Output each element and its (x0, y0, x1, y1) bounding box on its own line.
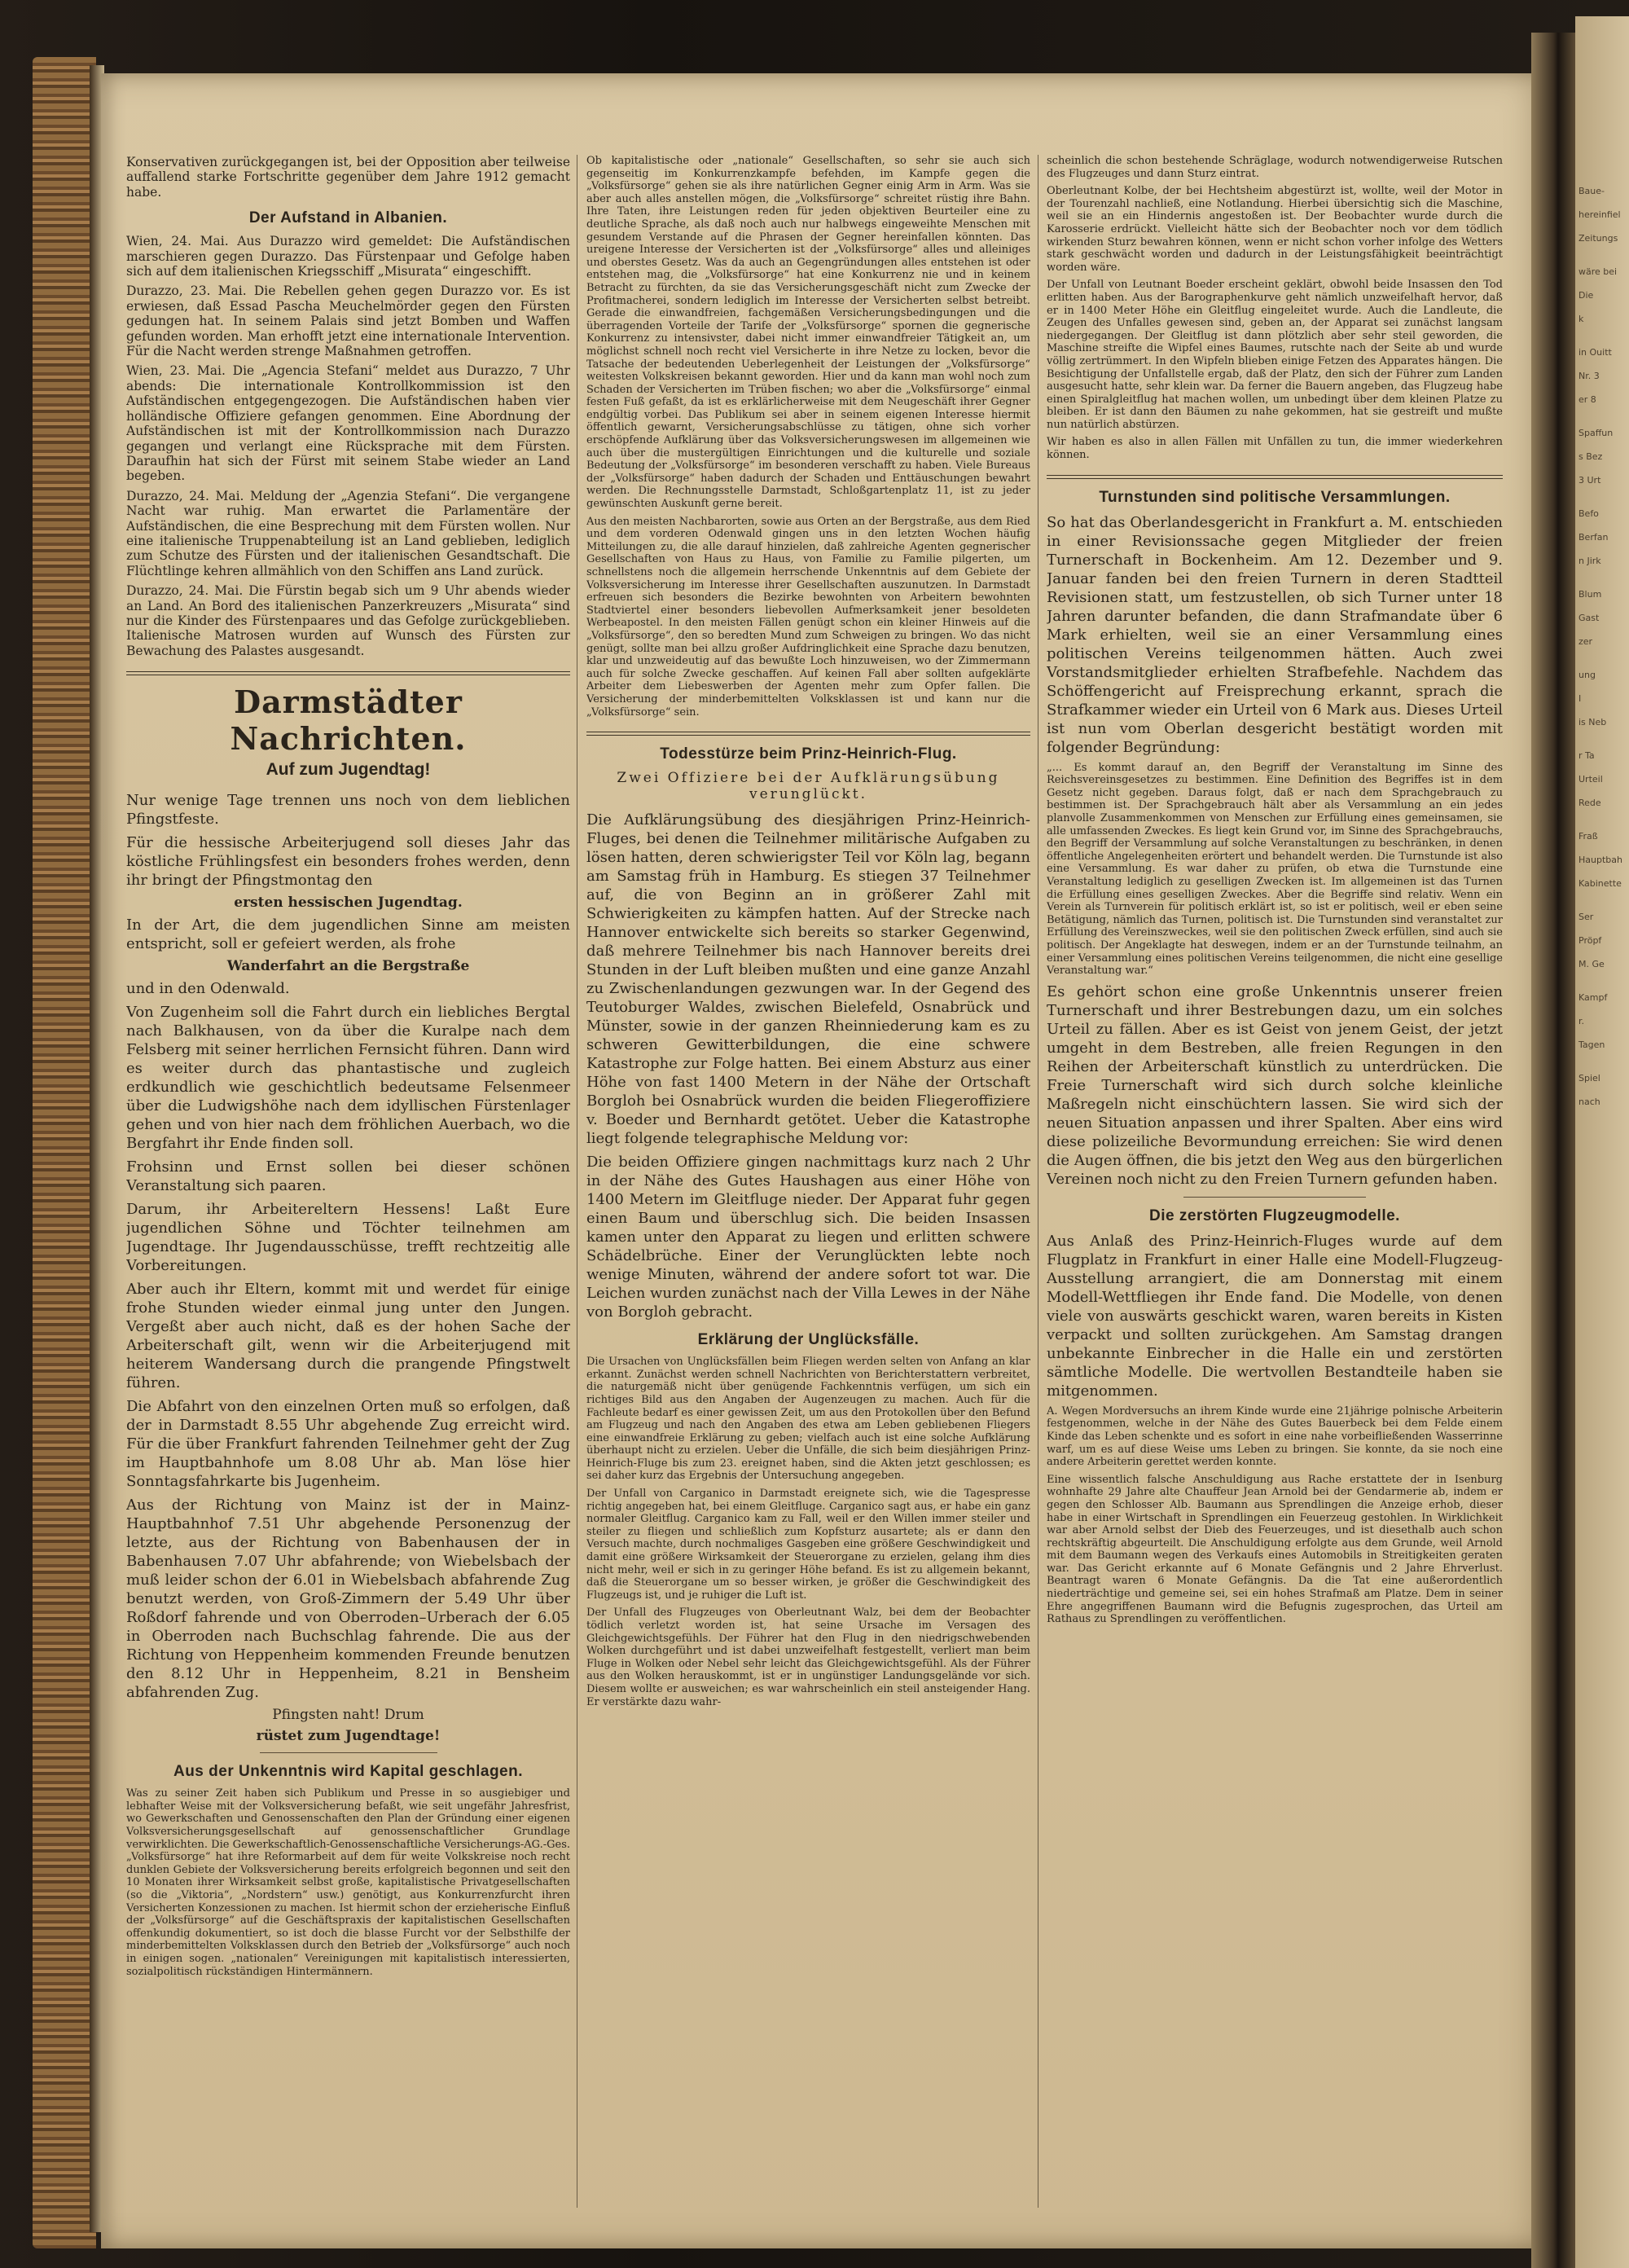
right-page-fragment: Rede (1579, 798, 1601, 808)
right-page-fragments (1575, 163, 1626, 1109)
albania-headline: Der Aufstand in Albanien. (248, 209, 448, 227)
erklaerung-headline: Erklärung der Unglücksfälle. (697, 1331, 920, 1349)
right-page-fragment: Hauptbah (1579, 855, 1622, 865)
turnstunden-headline: Turnstunden sind politische Versammlungen. (1099, 488, 1451, 506)
flug-paragraph: Die Aufklärungsübung des diesjährigen Prinz-Heinrich-Fluges, bei denen die Teilnehmer militärische Aufgaben zu lösen hatten, deren schwierigster Teil vor Köln lag, begann am Samstag früh in Hamburg. Es stiegen 37 Teilnehmer auf, die von Beginn an in größerer Zahl mit Schwierigkeiten zu kämpfen hatten. Auf der Strecke nach Hannover entwickelte sich bereits so starker Gegenwind, daß mehrere Teilnehmer bis nach Hannover bereits drei Stunden in der Luft bleiben mußten und eine ganze Anzahl zu Zwischenlandungen gezwungen war. In der Gegend des Teutoburger Waldes, zwischen Bielefeld, Osnabrück und Münster, sowie in der ganzen Rheinniederung kam es zu schweren Gewitterbildungen, die eine schwere Katastrophe zur Folge hatten. Bei einem Absturz aus einer Höhe von fast 1400 Metern in der Nähe der Ortschaft Borgloh bei Osnabrück wurden die beiden Fliegeroffiziere v. Boeder und Bernhardt getötet. Ueber die Katastrophe liegt folgende telegraphische Meldung vor: (586, 811, 1030, 1148)
erklaerung-continued: Wir haben es also in allen Fällen mit Unfällen zu tun, die immer wiederkehren können. (1047, 436, 1503, 462)
right-page-fragment: I (1579, 693, 1582, 704)
jugendtag-paragraph: Nur wenige Tage trennen uns noch von dem lieblichen Pfingstfeste. (126, 792, 570, 829)
column-2 (586, 155, 1030, 2224)
volksfuersorge-paragraph: Ob kapitalistische oder „nationale“ Gesellschaften, so sehr sie auch sich gegenseitig im Konkurrenzkampfe befehden, im Kampfe gegen die „Volksfürsorge“ gehen sie als ihre natürlichen Gegner einig Arm in Arm. Was sie aber auch alles anstellen mögen, die „Volksfürsorge“ schreitet rüstig ihre Bahn. Ihre Taten, ihre Leistungen reden für jeden objektiven Beurteiler eine zu deutliche Sprache, als daß noch auch nur halbwegs eingeweihte Menschen mit gesundem Verstande auf die Phrasen der Gegner hereinfallen könnten. Das ureigene Interesse der Versicherten ist der „Volksfürsorge“ alles und alleiniges und oberstes Gesetz. Was da auch an Gegengründungen alles entstehen ist oder entstehen mag, die „Volksfürsorge“ hat eine Konkurrenz nie und in keinem Betracht zu fürchten, da sie das Versicherungsgeschäft nicht zum Zwecke der Profitmacherei, sondern lediglich im Interesse der Versicherten selbst betreibt. Gerade die einwandfreien, fachgemäßen Versicherungsbedingungen und die überragenden Vorteile der Tarife der „Volksfürsorge“ spornen die gegnerische Konkurrenz zu intensivster, dabei nicht immer einwandfreier Tätigkeit an, um möglichst schnell noch recht viel Versicherte in ihre Netze zu locken, bevor die Tatsache der bedeutenden Ueberlegenheit der Leistungen der „Volksfürsorge“ weitesten Volkskreisen bekannt geworden. Hier und da kann man wohl noch zum Schaden der Versicherten im Trüben fischen; wo aber die „Volksfürsorge“ einmal festen Fuß gefaßt, da ist es erklärlicherweise mit dem Neugeschäft ihrer Gegner endgültig vorbei. Das Publikum sei aber in seinem eigenen Interesse hiermit öffentlich gewarnt, Versicherungsabschlüsse zu tätigen, ohne sich vorher erschöpfende Aufklärung über das Volksversicherungswesen im allgemeinen wie auch über die mustergültigen Einrichtungen und die kulturelle und soziale Bedeutung der „Volksfürsorge“ im besonderen verschafft zu haben. Viele Bureaus der „Volksfürsorge“ haben dadurch der Schaden und Enttäuschungen bewahrt werden. Die Rechnungsstelle Darmstadt, Schloßgartenplatz 11, ist zu jeder gewünschten Auskunft gerne bereit. (586, 155, 1030, 511)
flugzeugmodelle-paragraph: Aus Anlaß des Prinz-Heinrich-Fluges wurde auf dem Flugplatz in Frankfurt in einer Halle eine Modell-Flugzeug-Ausstellung arrangiert, die am Donnerstag mit einem Modell-Wettfliegen ihr Ende fand. Die Modelle, von denen viele von auswärts geschickt waren, waren bereits in Kisten verpackt und sollten zurückgehen. Am Samstag drangen unbekannte Einbrecher in die Halle ein und zerstörten sämtliche Modelle. Die wertvollen Bestandteile haben sie mitgenommen. (1047, 1232, 1503, 1400)
section-divider (1183, 1197, 1366, 1198)
albania-paragraph: Durazzo, 24. Mai. Die Fürstin begab sich um 9 Uhr abends wieder an Land. An Bord des italienischen Panzerkreuzers „Misurata“ sind nur die Kinder des Fürstenpaares und das Gefolge zurückgeblieben. Italienische Matrosen wurden auf Wunsch des Fürsten zur Bewachung des Palastes ausgesandt. (126, 583, 570, 658)
right-page-fragment: Ser (1579, 912, 1594, 922)
volksfuersorge-paragraph: Aus den meisten Nachbarorten, sowie aus Orten an der Bergstraße, aus dem Ried und dem vorderen Odenwald gingen uns in den letzten Wochen häufig Mitteilungen zu, die alle darauf hinzielen, daß zahlreiche Agenten gegnerischer Gesellschaften von Haus zu Haus, von Familie zu Familie pilgerten, um schnellstens noch die allgemein herrschende Unkenntnis auf dem Gebiete der Volksversicherung im Interesse ihrer Gesellschaften auszunutzen. In Darmstadt erfreuen sich besonders die Bezirke bewohnten von Arbeitern bewohnten Stadtviertel einer besonders liebevollen Aufmerksamkeit jener besoldeten Werbeapostel. In den meisten Fällen genügt schon ein kleiner Hinweis auf die „Volksfürsorge“, den so beredten Mund zum Schweigen zu bringen. Wo das nicht genügt, sollte man bei allzu großer Aufdringlichkeit eine Sprache dazu benutzen, klar und unzweideutig auf das bewußte Loch hinzuweisen, wo der Zimmermann auch für solche Zwecke geschaffen. Auf keinen Fall aber sollten aufgeklärte Arbeiter dem Liebeswerben der Agenten mehr zum Opfer fallen. Die Versicherung der minderbemittelten Volksklassen ist und kann nur die „Volksfürsorge“ sein. (586, 515, 1030, 719)
right-page-fragment: s Bez (1579, 451, 1603, 462)
right-page-fragment: k (1579, 314, 1584, 324)
right-page-fragment: wäre bei (1579, 266, 1618, 277)
erklaerung-paragraph: Der Unfall von Carganico in Darmstadt ereignete sich, wie die Tagespresse richtig angegeben hat, bei einem Gleitfluge. Carganico sagt aus, er habe ein ganz normaler Gleitflug. Carganico kam zu Fall, weil er den Willen immer steiler und steiler zu fliegen und schließlich zum Kopfsturz ausartete; als er dann den Versuch machte, durch nochmaliges Gasgeben eine größere Geschwindigkeit und damit eine größere Wirksamkeit der Steuerorgane zu erzielen, gelang ihm dies nicht mehr, weil er sich in zu geringer Höhe befand. Es ist zu allgemein bekannt, daß die Steuerorgane um so besser wirken, je größer die Geschwindigkeit des Flugzeugs ist, und je ruhiger die Luft ist. (586, 1488, 1030, 1602)
local-news-paragraph: Eine wissentlich falsche Anschuldigung aus Rache erstattete der in Isenburg wohnhafte 29 Jahre alte Chauffeur Jean Arnold bei der Gendarmerie ab, indem er gegen den Schlosser Alb. Baumann aus Sprendlingen die Anzeige erhob, dieser habe in einer Wirtschaft in Sprendlingen ein Feuerzeug gestohlen. In Wirklichkeit war aber Arnold selbst der Dieb des Feuerzeuges, und ist diesethalb auch schon rechtskräftig abgeurteilt. Die Anschuldigung erfolgte aus dem Grunde, weil Arnold mit dem Baumann wegen des Verkaufs eines Automobils in Streitigkeiten geraten war. Das Gericht erkannte auf 6 Monate Gefängnis und 2 Jahre Ehrverlust. Beantragt waren 6 Monate Gefängnis. Da die Tat eine außerordentlich niederträchtige und gemeine sei, sei ein hohes Strafmaß am Platze. Dem in seiner Ehre angegriffenen Baumann wird die Befugnis zugesprochen, das Urteil am Rathaus zu Sprendlingen zu veröffentlichen. (1047, 1473, 1503, 1626)
erklaerung-paragraph: Der Unfall des Flugzeuges von Oberleutnant Walz, bei dem der Beobachter tödlich verletzt worden ist, hat seine Ursache im Versagen des Gleichgewichtsgefühls. Der Führer hat den Flug in den niedrigschwebenden Wolken durchgeführt und ist dabei unzweifelhaft festgestellt, verliert man beim Fluge in Wolken oder Nebel sehr leicht das Gleichgewichtsgefühl. Als der Führer aus den Wolken herauskommt, ist er in ungünstiger Landungsgelände vor sich. Diesem wollte er ausweichen; es war wahrscheinlich ein steil ansteigender Hang. Er verstärkte dazu wahr- (586, 1606, 1030, 1708)
jugendtag-paragraph: und in den Odenwald. (126, 980, 290, 998)
jugendtag-emphasis: Wanderfahrt an die Bergstraße (226, 958, 470, 975)
erklaerung-continued: Oberleutnant Kolbe, der bei Hechtsheim abgestürzt ist, wollte, weil der Motor in der Tourenzahl nachließ, eine Notlandung. Hierbei übersichtig sich die Maschine, weil sie an ein Hindernis angestoßen ist. Der Beobachter wurde durch die Karosserie erdrückt. Vielleicht hätte sich der Beobachter noch vor dem tödlich wirkenden Sturz bewahren können, wenn er nicht schon vorher infolge des Wetters stark geschwächt worden und dadurch in der Leistungsfähigkeit beeinträchtigt worden wäre. (1047, 185, 1503, 274)
jugendtag-closing: Pfingsten naht! Drum (272, 1707, 424, 1724)
right-page-fragment: M. Ge (1579, 959, 1605, 969)
jugendtag-paragraph: Darum, ihr Arbeitereltern Hessens! Laßt Eure jugendlichen Söhne und Töchter teilnehmen am Jugendtage. Ihr Jugendausschüsse, trefft rechtzeitig alle Vorbereitungen. (126, 1201, 570, 1275)
right-page-fragment: in Ouitt (1579, 347, 1612, 358)
column-3 (1047, 155, 1503, 2224)
intro-paragraph: Konservativen zurückgegangen ist, bei der Opposition aber teilweise auffallend starke Fortschritte gegenüber dem Jahre 1912 gemacht habe. (126, 155, 570, 200)
right-page-fragment: nach (1579, 1097, 1600, 1107)
albania-paragraph: Durazzo, 24. Mai. Meldung der „Agenzia Stefani“. Die vergangene Nacht war ruhig. Man erwartet die Parlamentäre der Aufständischen, die eine Besprechung mit dem Fürsten wollen. Nur eine italienische Truppenabteilung ist an Land geblieben, lediglich zum Schutze des Fürsten und der italienischen Gesandtschaft. Die Flüchtlinge kehren allmählich von den Schiffen ans Land zurück. (126, 488, 570, 578)
flugzeugmodelle-headline: Die zerstörten Flugzeugmodelle. (1149, 1207, 1400, 1224)
right-page-fragment: Berfan (1579, 532, 1609, 543)
jugendtag-headline: Auf zum Jugendtag! (266, 760, 431, 780)
erklaerung-paragraph: Die Ursachen von Unglücksfällen beim Fliegen werden selten von Anfang an klar erkannt. Zunächst werden schnell Nachrichten von Berichterstattern verbreitet, die naturgemäß nicht über genügende Fachkenntnis verfügen, um sich ein richtiges Bild aus den Angaben der Augenzeugen zu machen. Auch für die Fachleute bedarf es einer gewissen Zeit, um aus den Protokollen über den Befund am Flugzeug und nach den Angaben des etwa am Leben gebliebenen Fliegers eine einwandfreie Erklärung zu geben; vielfach auch ist eine solche Aufklärung überhaupt nicht zu erzielen. Ueber die Unfälle, die sich beim diesjährigen Prinz-Heinrich-Fluge bis zum 23. ereignet haben, sind die Akten jetzt geschlossen; es sei daher kurz das Ergebnis der Untersuchung angegeben. (586, 1356, 1030, 1483)
section-divider (586, 732, 1030, 736)
prinz-heinrich-flug-subheadline: Zwei Offiziere bei der Aufklärungsübung verunglückt. (617, 770, 1000, 803)
right-page-fragment: n Jirk (1579, 556, 1601, 566)
section-divider (260, 1752, 437, 1753)
unkenntnis-paragraph: Was zu seiner Zeit haben sich Publikum und Presse in so ausgiebiger und lebhafter Weise mit der Volksversicherung befaßt, wie seit ungefähr Jahresfrist, wo Gewerkschaften und Genossenschaften den Plan der Gründung einer eigenen Volksversicherungsgesellschaft auf genossenschaftlicher Grundlage verwirklichten. Die Gewerkschaftlich-Genossenschaftliche Versicherungs-AG.-Ges. „Volksfürsorge“ hat ihre Reformarbeit auf dem für weite Volkskreise noch recht dunklen Gebiete der Volksversicherung bereits erfolgreich begonnen und seit den 10 Monaten ihrer Wirksamkeit selbst große, kapitalistische Privatgesellschaften (so die „Viktoria“, „Nordstern“ usw.) genötigt, aus Konkurrenzfurcht ihren Versicherten Konzessionen zu machen. Ist hiermit schon der erzieherische Einfluß der „Volksfürsorge“ auf die Geschäftspraxis der kapitalistischen Gesellschaften offenkundig dokumentiert, so ist doch die blasse Furcht vor der Selbsthilfe der minderbemittelten Volksklassen durch den Betrieb der „Volksfürsorge“ auch noch in einigen sogen. „nationalen“ Vereinigungen mit kapitalistisch interessierten, sozialpolitisch rückständigen Hintermännern. (126, 1787, 570, 1978)
darmstaedter-nachrichten-masthead: Darmstädter Nachrichten. (230, 683, 467, 758)
right-page-fragment: zer (1579, 636, 1593, 647)
albania-paragraph: Durazzo, 23. Mai. Die Rebellen gehen gegen Durazzo vor. Es ist erwiesen, daß Essad Pascha Meuchelmörder gegen den Fürsten gedungen hat. In seinem Palais sind jetzt Bomben und Waffen gefunden worden. Man erhofft jetzt eine internationale Intervention. Für die Nacht werden strenge Maßnahmen getroffen. (126, 284, 570, 359)
right-page-fragment: Kabinette (1579, 878, 1622, 889)
right-page-fragment: Kampf (1579, 992, 1608, 1003)
right-page-fragment: Baue- (1579, 186, 1605, 196)
book-spine (33, 57, 96, 2248)
newspaper-text-area (126, 155, 1519, 2224)
local-news-paragraph: A. Wegen Mordversuchs an ihrem Kinde wurde eine 21jährige polnische Arbeiterin festgenommen, welche in der Nähe des Gutes Bauerbeck bei dem Felde einem Kinde das Leben schenkte und es sofort in eine nahe vorbeifließenden Wasserrinne warf, um es auf diese Weise ums Leben zu bringen. Sie konnte, da sie noch eine andere Arbeiterin gerettet werden konnte. (1047, 1404, 1503, 1469)
jugendtag-paragraph: Frohsinn und Ernst sollen bei dieser schönen Veranstaltung sich paaren. (126, 1158, 570, 1195)
right-page-fragment: Pröpf (1579, 935, 1602, 946)
flug-paragraph: Die beiden Offiziere gingen nachmittags kurz nach 2 Uhr in der Nähe des Gutes Haushagen aus einer Höhe von 1400 Metern im Gleitfluge nieder. Der Apparat fuhr gegen einen Baum und überschlug sich. Die beiden Insassen kamen unter den Apparat zu liegen und erlitten schwere Schädelbrüche. Einer der Verunglückten lebte noch wenige Minuten, während der andere sofort tot war. Die Leichen wurden zunächst nach der Villa Lewes in der Nähe von Borgloh gebracht. (586, 1154, 1030, 1321)
jugendtag-emphasis: ersten hessischen Jugendtag. (234, 894, 463, 912)
jugendtag-paragraph: Aber auch ihr Eltern, kommt mit und werdet für einige frohe Stunden wieder einmal jung unter den Jungen. Vergeßt aber auch nicht, daß es der hohen Sache der Arbeiterschaft gilt, wenn wir die Arbeiterjugend mit heiterem Wandersang durch die prangende Pfingstwelt führen. (126, 1281, 570, 1392)
albania-paragraph: Wien, 24. Mai. Aus Durazzo wird gemeldet: Die Aufständischen marschieren gegen Durazzo. Das Fürstenpaar und Gefolge haben sich auf dem italienischen Kriegsschiff „Misurata“ eingeschifft. (126, 234, 570, 279)
right-page-fragment: ung (1579, 670, 1596, 680)
right-page-fragment: 3 Urt (1579, 475, 1601, 486)
right-page-fragment: Tagen (1579, 1040, 1605, 1050)
right-page-fragment: is Neb (1579, 717, 1607, 727)
right-page-fragment: Zeitungs (1579, 233, 1618, 244)
right-page-fragment: er 8 (1579, 394, 1596, 405)
right-page-fragment: Urteil (1579, 774, 1603, 785)
right-page-fragment: Spaffun (1579, 428, 1614, 438)
unkenntnis-headline: Aus der Unkenntnis wird Kapital geschlagen. (173, 1763, 524, 1781)
albania-paragraph: Wien, 23. Mai. Die „Agencia Stefani“ meldet aus Durazzo, 7 Uhr abends: Die internationale Kontrollkommission ist den Aufständischen entgegengezogen. Die Aufständischen haben vier holländische Offiziere gefangen genommen. Eine Abordnung der Aufständischen ist mit der Kontrollkommission nach Durazzo gegangen und verlangt eine Rücksprache mit dem Fürsten. Daraufhin hat sich der Fürst mit seinem Stabe wieder an Land begeben. (126, 363, 570, 484)
right-page-fragment: r. (1579, 1016, 1585, 1026)
jugendtag-paragraph: Für die hessische Arbeiterjugend soll dieses Jahr das köstliche Frühlingsfest ein besonders frohes werden, denn ihr bringt der Pfingstmontag den (126, 834, 570, 890)
right-page-fragment: Blum (1579, 589, 1602, 600)
column-1 (126, 155, 570, 2224)
prinz-heinrich-flug-headline: Todesstürze beim Prinz-Heinrich-Flug. (660, 745, 957, 763)
turnstunden-paragraph: So hat das Oberlandesgericht in Frankfurt a. M. entschieden in einer Revisionssache gegen Mitglieder der freien Turnerschaft in Bockenheim. Am 12. Dezember und 9. Januar fanden bei den freien Turnern in deren Stadtteil Revisionen statt, um festzustellen, ob sich Turner unter 18 Jahren darunter befanden, die dann Strafmandate über 6 Mark erhielten, weil sie an einer Versammlung eines politischen Vereins teilgenommen hätten. Auch zwei Vorstandsmitglieder erhielten Strafbefehle. Nachdem das Schöffengericht auf Freisprechung erkannt, sprach die Strafkammer wieder ein Urteil von 6 Mark aus. Dieses Urteil ist nun vom Oberlan desgericht bestätigt worden mit folgender Begründung: (1047, 513, 1503, 756)
right-page-fragment: Die (1579, 290, 1594, 301)
jugendtag-slogan: rüstet zum Jugendtage! (256, 1728, 441, 1745)
right-page-fragment: Gast (1579, 613, 1600, 623)
jugendtag-paragraph: Von Zugenheim soll die Fahrt durch ein liebliches Bergtal nach Balkhausen, von da über die Kuralpe nach dem Felsberg mit seiner herrlichen Fernsicht führen. Dann wird es weiter durch das phantastische und zugleich erdkundlich wie geschichtlich bedeutsame Felsenmeer über die Ludwigshöhe nach dem idyllischen Fürstenlager gehen und von hier nach dem fröhlichen Auerbach, wo die Bergfahrt ihr Ende finden soll. (126, 1004, 570, 1153)
turnstunden-paragraph: Es gehört schon eine große Unkenntnis unserer freien Turnerschaft und ihrer Bestrebungen dazu, um ein solches Urteil zu fällen. Aber es ist Geist von jenem Geist, der jetzt umgeht in dem Bestreben, alle freien Regungen in den Reihen der Arbeiterschaft künstlich zu unterdrücken. Die Freie Turnerschaft wird sich durch solche kleinliche Maßregeln nicht einschüchtern lassen. Sie wird sich der neuen Situation anpassen und ihrer Spalten. Aber eins wird diese polizeiliche Bevormundung erreichen: Sie wird denen die Augen öffnen, die bis jetzt den Weg aus den bürgerlichen Vereinen noch nicht zu den Freien Turnern gefunden haben. (1047, 982, 1503, 1188)
right-page-fragment: r Ta (1579, 750, 1595, 761)
right-page-fragment: Fraß (1579, 831, 1598, 842)
right-page-fragment: Spiel (1579, 1073, 1600, 1083)
right-page-fragment: Nr. 3 (1579, 371, 1600, 381)
section-divider (126, 671, 570, 675)
jugendtag-paragraph: In der Art, die dem jugendlichen Sinne am meisten entspricht, soll er gefeiert werden, als frohe (126, 916, 570, 953)
newspaper-page-right-edge (1575, 16, 1629, 2268)
right-page-fragment: hereinfiel (1579, 209, 1621, 220)
book-gutter (1531, 33, 1580, 2268)
section-divider (1047, 475, 1503, 479)
jugendtag-paragraph: Aus der Richtung von Mainz ist der in Mainz-Hauptbahnhof 7.51 Uhr abgehende Personenzug der letzte, aus der Richtung von Babenhausen der in Babenhausen 7.07 Uhr abfahrende; von Wiebelsbach der muß leider schon der 6.01 in Wiebelsbach abfahrende Zug benutzt werden, von Groß-Zimmern der 5.49 Uhr über Roßdorf fahrende und von Oberroden–Urberach der 6.05 in Oberroden nach Buchschlag fahrende. Die aus der Richtung von Heppenheim kommenden Freunde benutzen den 8.12 Uhr in Heppenheim, 8.21 in Bensheim abfahrenden Zug. (126, 1497, 570, 1702)
erklaerung-continued: scheinlich die schon bestehende Schräglage, wodurch notwendigerweise Rutschen des Flugzeuges und dann Sturz eintrat. (1047, 155, 1503, 180)
turnstunden-quote: „... Es kommt darauf an, den Begriff der Veranstaltung im Sinne des Reichsvereinsgesetzes zu bestimmen. Eine Definition des Begriffes ist in dem Gesetz nicht gegeben. Daraus folgt, daß er nach dem Sprachgebrauch zu bestimmen ist. Der Sprachgebrauch hält aber als Versammlung an ein jedes planvolle Zusammenkommen von Menschen zur Erfüllung eines gemeinsamen, sie alle umfassenden Zweckes. Es liegt kein Grund vor, im Sinne des Sprachgebrauchs, den Begriff der Versammlung auf solche Veranstaltungen zu beschränken, in denen öffentliche Angelegenheiten erörtert und behandelt werden. Die Turnstunde ist also eine Versammlung. Es war daher zu prüfen, ob etwa die Turnstunde eine Veranstaltung lediglich zu geselligen Zwecken ist. Im allgemeinen ist das Turnen die Erfüllung eines geselligen Zweckes. Aber die Begriffe sind relativ. Wenn ein Verein als Turnverein für politisch erklärt ist, so ist er politisch, weil er eben seine Betätigung, nämlich das Turnen, politisch ist. Die Turnstunden sind veranstaltet zur Erfüllung des Vereinszweckes, weil sie den politischen Zweck erfüllen, sind auch sie politisch. Der Angeklagte hat deswegen, indem er an der Turnstunde teilnahm, an einer Versammlung eines politischen Vereins teilgenommen, die nicht eine gesellige Veranstaltung war.“ (1047, 761, 1503, 978)
jugendtag-paragraph: Die Abfahrt von den einzelnen Orten muß so erfolgen, daß der in Darmstadt 8.55 Uhr abgehende Zug erreicht wird. Für die über Frankfurt fahrenden Teilnehmer geht der Zug im Hauptbahnhofe um 8.08 Uhr ab. Man löse hier Sonntagsfahrkarte bis Jugenheim. (126, 1398, 570, 1491)
right-page-fragment: Befo (1579, 508, 1599, 519)
erklaerung-continued: Der Unfall von Leutnant Boeder erscheint geklärt, obwohl beide Insassen den Tod erlitten haben. Aus der Barographenkurve geht nämlich unzweifelhaft hervor, daß er in 1400 Meter Höhe ein Gleitflug eingeleitet wurde. Auch die Landleute, die Zeugen des Unfalles gewesen sind, geben an, der Apparat sei zunächst langsam niedergegangen. Der Gleitflug ist dann plötzlich aber sehr steil geworden, die Maschine streifte die Wipfel eines Baumes, rutschte nach der Seite ab und wurde völlig zertrümmert. In den Wipfeln blieben einige Fetzen des Apparates hängen. Die Besichtigung der Unfallstelle ergab, daß der Platz, den sich der Führer zum Landen ausgesucht hatte, sehr klein war. Da ferner die Bauern angeben, das Flugzeug habe einen Spiralgleitflug hat machen wollen, um unbedingt über dem kleinen Platze zu bleiben. Er ist dann den Bäumen zu nahe gekommen, hat sie gestreift und mußte nun natürlich abstürzen. (1047, 279, 1503, 431)
